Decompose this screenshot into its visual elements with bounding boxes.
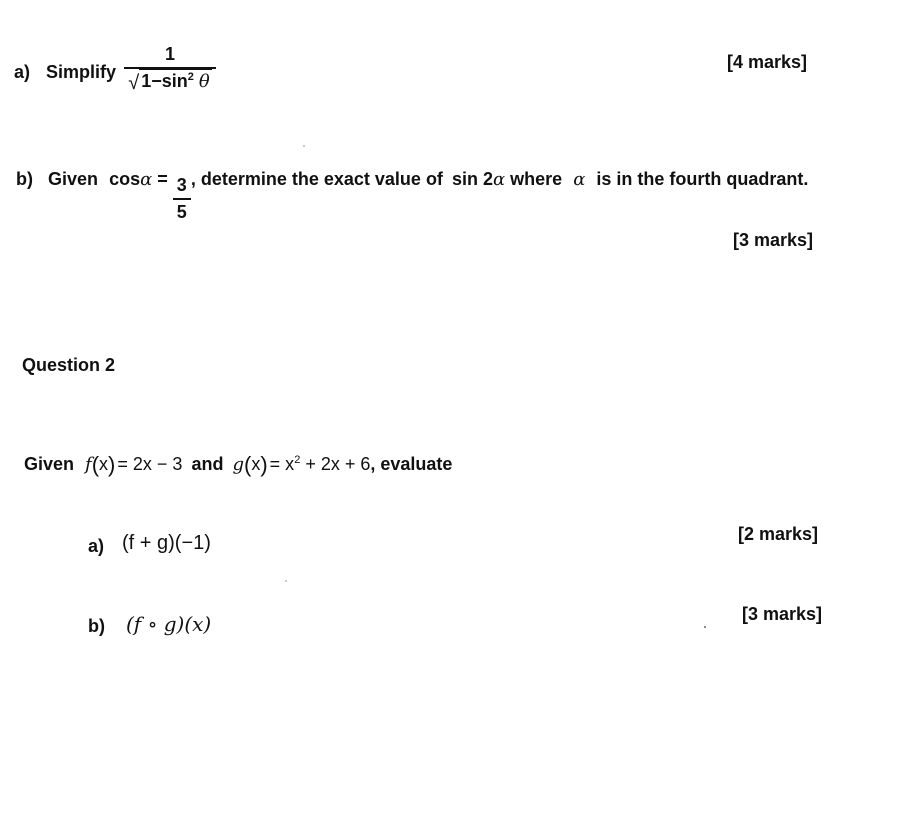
q1a-denominator [124, 69, 216, 95]
question2-heading: Question 2 [22, 355, 116, 375]
q1b-equals: = [157, 169, 168, 189]
q1b-fraction: $\frac{3}{5}$ [173, 175, 191, 223]
q2-given: Given [24, 454, 75, 474]
q1a-numerator: 1 [164, 44, 175, 64]
q2-f-rhs: = 2x − 3 [117, 454, 183, 474]
q1b-label: b) [16, 169, 33, 189]
q1a-radicand: $1-\sin^2$ θ [141, 70, 210, 92]
q1b-text-mid: determine the exact value of [200, 169, 443, 189]
q2b-label: b) [88, 616, 105, 636]
q2-g-name: g [232, 454, 245, 475]
q1a-prompt: Simplify [46, 62, 117, 82]
q1a-label: a) [14, 62, 31, 82]
scan-speck-3 [704, 626, 706, 628]
q2-and: and [191, 454, 224, 474]
q1a-fraction [124, 44, 216, 95]
q2-f-name: f [85, 454, 92, 475]
q1b-where: where [510, 169, 563, 189]
q1a-marks: [4 marks] [727, 52, 808, 72]
q1b-text-end: is in the fourth quadrant. [596, 169, 809, 189]
q1b-alpha: α [140, 169, 153, 190]
q2-g-rhs: = $x^2 + 2x + 6$ [269, 454, 371, 474]
q1b-given: Given [48, 169, 99, 189]
q1b-sin: sin 2α [451, 169, 506, 190]
q2a-expr: (f + g)(−1) [122, 532, 211, 554]
scan-speck-2 [285, 580, 287, 582]
q1b-line [16, 169, 808, 223]
q2a-marks: [2 marks] [738, 524, 819, 544]
q2b-marks: [3 marks] [742, 604, 823, 624]
q2-given-line: Given f(x) = 2x − 3 and $g(x) = x^2 + 2x + 6$, evaluate [24, 452, 453, 477]
q2-evaluate: , evaluate [370, 454, 453, 474]
q1b-alpha-2: α [573, 169, 586, 190]
q2a-label: a) [88, 536, 105, 556]
q2b-expr: (f ∘ g)(x) [126, 612, 212, 636]
sqrt-icon: √ [128, 71, 140, 94]
q1b-cos: cos [109, 169, 141, 189]
q1b-comma: , [190, 169, 196, 189]
scan-speck [303, 145, 305, 147]
q1b-marks: [3 marks] [733, 230, 814, 250]
